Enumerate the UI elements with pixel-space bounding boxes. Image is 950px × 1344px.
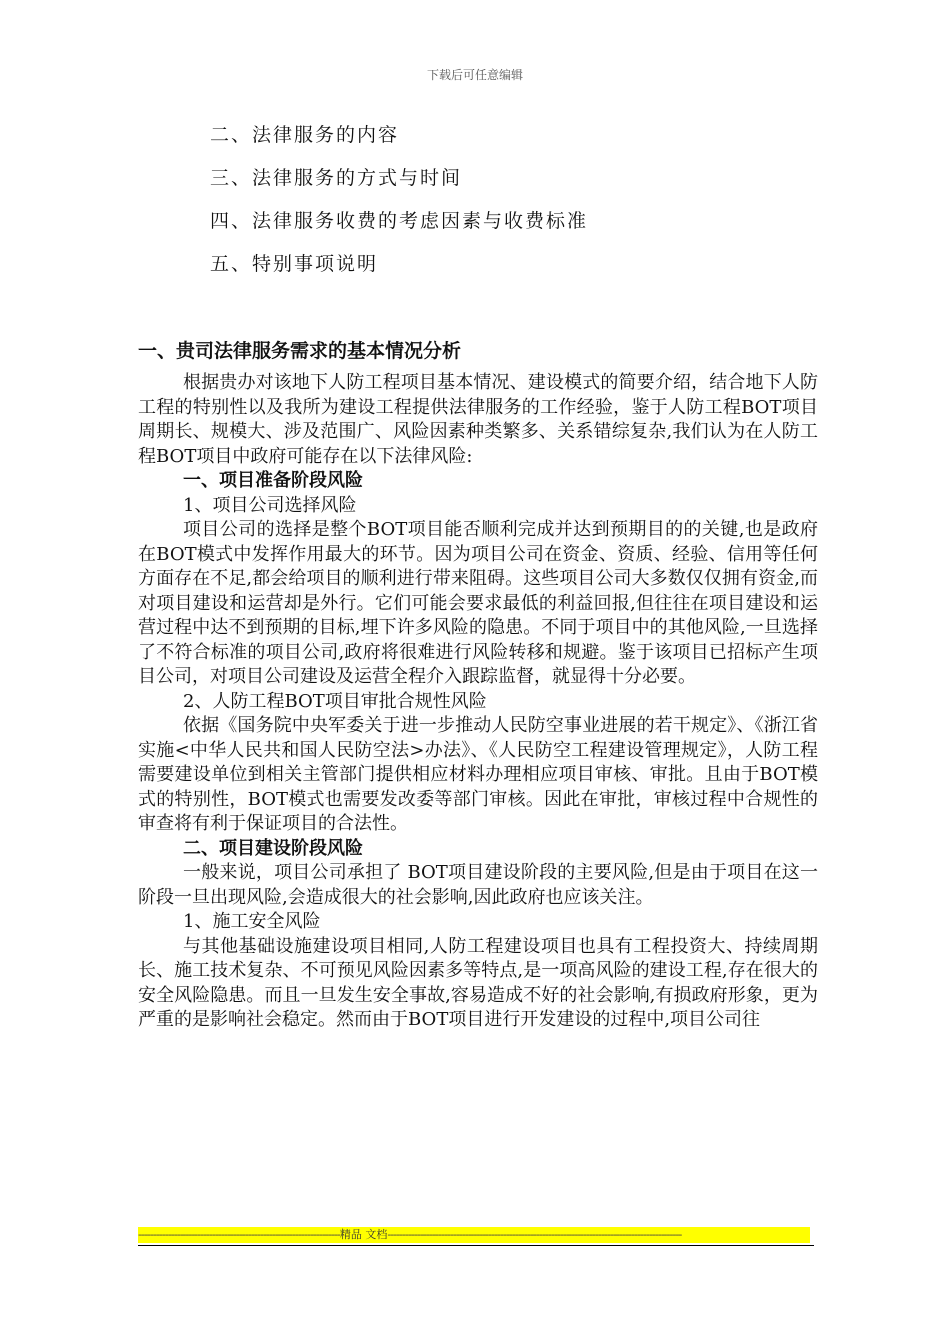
subsection-heading-prep: 一、项目准备阶段风险 [183, 470, 363, 491]
section-heading: 一、贵司法律服务需求的基本情况分析 [138, 340, 462, 362]
toc-item: 三、法律服务的方式与时间 [210, 167, 463, 189]
item-heading: 1、施工安全风险 [183, 911, 321, 932]
toc-item: 四、法律服务收费的考虑因素与收费标准 [210, 210, 589, 232]
footer-dashes: -------------------------------------------------------------------- [138, 1228, 340, 1241]
document-body [138, 336, 818, 1033]
intro-paragraph: 根据贵办对该地下人防工程项目基本情况、建设模式的简要介绍，结合地下人防工程的特别性以及我所为建设工程提供法律服务的工作经验，鉴于人防工程BOT项目周期长、规模大、涉及范围广、风险因素种类繁多、关系错综复杂,我们认为在人防工程BOT项目中政府可能存在以下法律风险: [138, 372, 818, 467]
item-heading: 2、人防工程BOT项目审批合规性风险 [183, 690, 487, 712]
footer-highlight-bar [138, 1227, 810, 1243]
page-header: 下载后可任意编辑 [426, 68, 523, 82]
body-paragraph: 依据《国务院中央军委关于进一步推动人民防空事业进展的若干规定》、《浙江省实施<中华人民共和国人民防空法>办法》、《人民防空工程建设管理规定》，人防工程需要建设单位到相关主管部门提供相应材料办理相应项目审核、审批。且由于BOT模式的特别性，BOT模式也需要发改委等部门审核。因此在审批，审核过程中合规性的审查将有利于保证项目的合法性。 [138, 715, 818, 834]
footer-dashes: --------------------------------------------------------------------------------------------------- [387, 1228, 682, 1241]
subsection-heading-build: 二、项目建设阶段风险 [183, 837, 363, 859]
toc-item: 二、法律服务的内容 [210, 124, 400, 146]
body-paragraph: 一般来说，项目公司承担了 BOT项目建设阶段的主要风险,但是由于项目在这一阶段一旦出现风险,会造成很大的社会影响,因此政府也应该关注。 [138, 862, 818, 908]
body-paragraph: 项目公司的选择是整个BOT项目能否顺利完成并达到预期目的的关键,也是政府在BOT模式中发挥作用最大的环节。因为项目公司在资金、资质、经验、信用等任何方面存在不足,都会给项目的顺利进行带来阻碍。这些项目公司大多数仅仅拥有资金,而对项目建设和运营却是外行。它们可能会要求最低的利益回报,但往往在项目建设和运营过程中达不到预期的目标,埋下许多风险的隐患。不同于项目中的其他风险,一旦选择了不符合标准的项目公司,政府将很难进行风险转移和规避。鉴于该项目已招标产生项目公司，对项目公司建设及运营全程介入跟踪监督，就显得十分必要。 [138, 519, 818, 687]
table-of-contents [210, 120, 588, 292]
toc-item: 五、特别事项说明 [210, 253, 379, 275]
footer-label: 精品 文档 [339, 1228, 388, 1241]
item-heading: 1、项目公司选择风险 [183, 494, 357, 516]
footer-rule [138, 1245, 814, 1246]
body-paragraph: 与其他基础设施建设项目相同,人防工程建设项目也具有工程投资大、持续周期长、施工技术复杂、不可预见风险因素多等特点,是一项高风险的建设工程,存在很大的安全风险隐患。而且一旦发生安全事故,容易造成不好的社会影响,有损政府形象，更为严重的是影响社会稳定。然而由于BOT项目进行开发建设的过程中,项目公司往 [138, 935, 818, 1030]
